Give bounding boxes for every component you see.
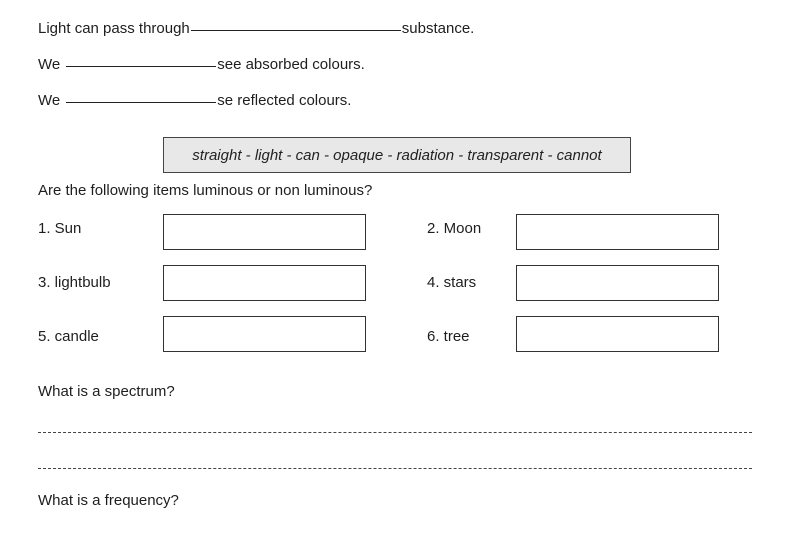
fill-in-line-2-prefix: We <box>38 56 61 73</box>
fill-in-line-2 <box>38 56 365 73</box>
fill-in-line-2-suffix: see absorbed colours. <box>217 56 365 73</box>
fill-in-line-2-blank[interactable] <box>66 65 216 67</box>
answer-box-lightbulb[interactable] <box>163 265 366 301</box>
cropped-top-line <box>36 0 596 4</box>
fill-in-line-3 <box>38 92 351 109</box>
item-label-sun: 1. Sun <box>38 220 82 237</box>
answer-box-stars[interactable] <box>516 265 719 301</box>
answer-box-sun[interactable] <box>163 214 366 250</box>
item-label-tree: 6. tree <box>427 328 470 345</box>
fill-in-line-1 <box>38 20 474 37</box>
item-label-stars: 4. stars <box>427 274 477 291</box>
spectrum-question: What is a spectrum? <box>38 383 175 400</box>
item-label-moon: 2. Moon <box>427 220 482 237</box>
fill-in-line-3-prefix: We <box>38 92 61 109</box>
fill-in-line-1-prefix: Light can pass through <box>38 20 190 37</box>
answer-box-tree[interactable] <box>516 316 719 352</box>
fill-in-line-3-suffix: se reflected colours. <box>217 92 352 109</box>
fill-in-line-3-blank[interactable] <box>66 101 216 103</box>
item-label-candle: 5. candle <box>38 328 99 345</box>
answer-box-moon[interactable] <box>516 214 719 250</box>
fill-in-line-1-suffix: substance. <box>401 20 475 37</box>
frequency-question: What is a frequency? <box>38 492 179 509</box>
spectrum-answer-line-1[interactable] <box>38 432 752 433</box>
fill-in-line-1-blank[interactable] <box>191 29 401 31</box>
spectrum-answer-line-2[interactable] <box>38 468 752 469</box>
item-label-lightbulb: 3. lightbulb <box>38 274 111 291</box>
word-bank: straight - light - can - opaque - radiation - transparent - cannot <box>163 137 631 173</box>
luminous-question: Are the following items luminous or non luminous? <box>38 182 373 199</box>
answer-box-candle[interactable] <box>163 316 366 352</box>
